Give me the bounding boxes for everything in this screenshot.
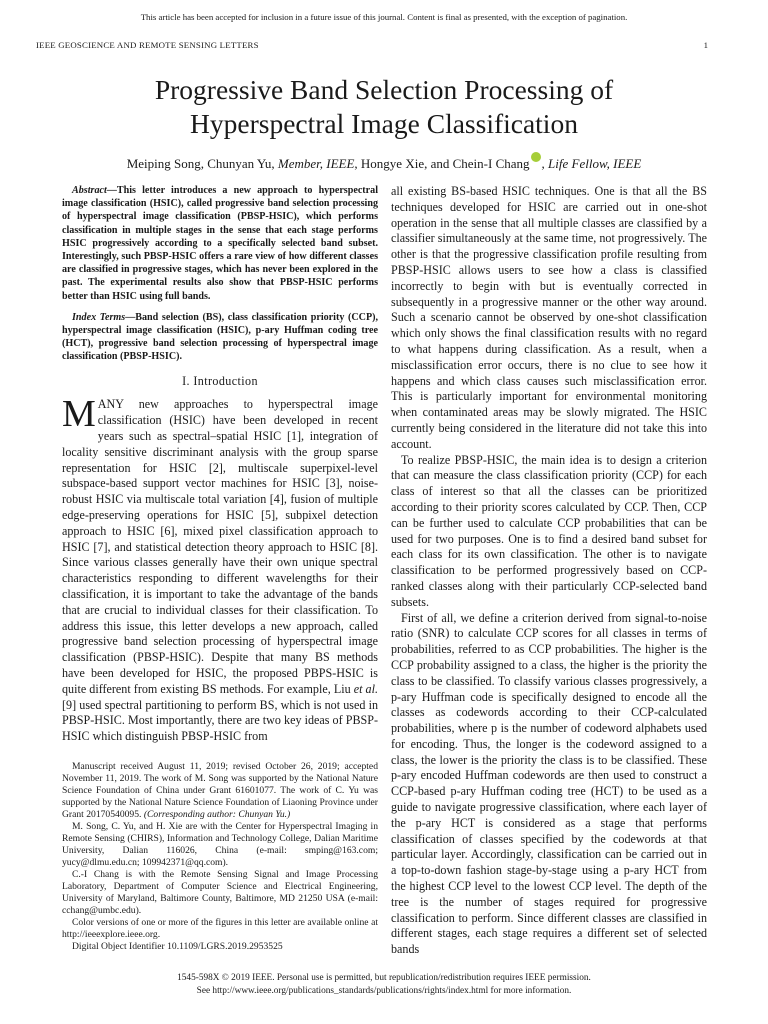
footnote-color-versions: Color versions of one or more of the figures in this letter are available online at http://ieeexplore.ieee.org. [62,916,378,940]
intro-etal: et al. [350,681,378,696]
left-column [62,184,378,953]
author-role-member: Member, IEEE [277,156,355,171]
title-line-2: Hyperspectral Image Classification [190,108,578,139]
right-paragraph-3: First of all, we define a criterion derived from signal-to-noise ratio (SNR) to calculate CCP scores for all classes in terms of probabilities, referred to as CCP probabilities. The higher is the CCP probability assigned to a class, the higher is the priority the class to be classified. To classify various classes progressively, a p-ary Huffman code is specifically designed to encode all the classes as codewords according to their CCP-calculated probabilities, where p is the number of codeword alphabets used for encoding. Thus, the longer is the codeword assigned to a class, the lower is the priority the class is to be classified. These p-ary encoded Huffman codewords are then used to construct a CCP-based p-ary Huffman coding tree (HCT) to be used as a guide to navigate progressive classification, where each layer of the p-ary HCT is considered as a stage that performs classification of classes specified by the codewords at that particular layer. Accordingly, classification can be carried out in a top-to-down fashion stage-by-stage using a p-ary HCT from the highest CCP level to the lowest CCP level. The depth of the tree is the number of stages required for progressive classification to perform. Since different classes are classified in different stages, each stage requires a different set of selected bands [391,610,707,957]
copyright-line-2: See http://www.ieee.org/publications_standards/publications/rights/index.html for more information. [196,986,572,996]
index-terms-label: Index Terms [72,311,126,323]
footnote-affiliation-2: C.-I Chang is with the Remote Sensing Signal and Image Processing Laboratory, Department of Computer Science and Electrical Engineering, University of Maryland, Baltimore County, Baltimore, MD 21250 USA (e-mail: cchang@umbc.edu). [62,868,378,916]
footnote-corresponding: (Corresponding author: Chunyan Yu.) [143,808,291,820]
paper-title [0,73,768,141]
journal-running-head: IEEE GEOSCIENCE AND REMOTE SENSING LETTERS [36,40,259,50]
footnote-manuscript-text: Manuscript received August 11, 2019; revised October 26, 2019; accepted November 11, 2019. The work of M. Song was supported by the National Nature Science Foundation of China under Grant 61601077. The work of C. Yu was supported by the National Nature Science Foundation of Liaoning Province under Grant 20170540095. [62,760,378,820]
abstract [62,184,378,303]
footnote-affiliation-1: M. Song, C. Yu, and H. Xie are with the Center for Hyperspectral Imaging in Remote Sensing (CHIRS), Information and Technology College, Dalian Maritime University, Dalian 116026, China (e-mail: smping@163.com; yucy@dlmu.edu.cn; 109942371@qq.com). [62,820,378,868]
abstract-label: Abstract [72,185,107,196]
right-column [391,184,707,958]
page-number: 1 [703,40,708,50]
footnote-doi: Digital Object Identifier 10.1109/LGRS.2019.2953525 [72,940,283,952]
intro-paragraph [62,393,378,745]
title-line-1: Progressive Band Selection Processing of [154,74,614,105]
footnotes [62,761,378,953]
intro-text-end: [9] used spectral partitioning to perform BS, which is not used in PBSP-HSIC. Most importantly, there are two key ideas of PBSP-HSIC which distinguish PBSP-HSIC from [62,697,378,744]
drop-cap: M [62,393,96,436]
abstract-text: —This letter introduces a new approach to hyperspectral image classification (HSIC), called progressive band selection processing of hyperspectral image classification (PBSP-HSIC), which performs classification in multiple stages in the sense that each stage performs HSIC progressively according to a specifically selected band subset. Interestingly, such PBSP-HSIC offers a rare view of how different classes are classified in progressive stages, which has never been explored in the past. The experimental results also show that PBSP-HSIC performs better than HSIC using full bands. [62,185,378,302]
acceptance-notice: This article has been accepted for inclusion in a future issue of this journal. Content is final as presented, with the exception of pagination. [140,12,628,22]
index-terms [62,311,378,364]
index-terms-text: —Band selection (BS), class classification priority (CCP), hyperspectral image classification (HSIC), p-ary Huffman coding tree (HCT), progressive band selection processing of hyperspectral image classification (PBSP-HSIC). [62,311,378,363]
right-paragraph-2: To realize PBSP-HSIC, the main idea is to design a criterion that can measure the class classification priority (CCP) for each class of interest so that all the classes can be prioritized according to their priority scores calculated by CCP. Then, CCP can be further used to calculate CCP probabilities that can be used for two purposes. One is to find a desired band subset for each class for its own classification. The other is to navigate classification to be performed progressively based on CCP-ranked classes along with their particularly CCP-selected band subsets. [391,452,707,609]
orcid-icon[interactable] [531,152,541,162]
copyright-footer [0,972,768,998]
intro-text: ANY new approaches to hyperspectral image classification (HSIC) have been developed in recent years such as spectral–spatial HSIC [1], integration of locality sensitive discriminant analysis with the group sparse representation for HSIC [2], multiscale superpixel-level subspace-based support vector machines for HSIC [3], noise-robust HSIC via multiscale total variation [4], fusion of multiple edge-preserving operations for HSIC [5], subpixel detection approach to HSIC [6], mixed pixel classification approach to HSIC [7], and statistical detection theory approach to HSIC [8]. Since various classes generally have their own unique spectral characteristics responding to different wavelengths for their classification, it is important to take the advantage of the bands that are crucial to individual classes for their classification. To address this issue, this letter develops a new approach, called progressive band selection processing of hyperspectral image classification (PBSP-HSIC). Despite that many BS methods have been developed for HSIC, the proposed PBPS-HSIC is quite different from existing BS methods. For example, Liu [62,397,378,696]
authors-part-2: , Hongye Xie, and Chein-I Chang [354,156,530,171]
section-heading-introduction: I. Introduction [182,373,258,388]
author-list [0,152,768,172]
copyright-line-1: 1545-598X © 2019 IEEE. Personal use is permitted, but republication/redistribution requires IEEE permission. [177,973,591,983]
author-role-fellow: , Life Fellow, IEEE [541,156,642,171]
right-paragraph-1: all existing BS-based HSIC techniques. One is that all the BS techniques developed for HSIC are carried out in one-shot operation in the sense that all multiple classes are classified by a classifier simultaneously at the same time, not progressively. The other is that the progressive classification profile resulting from PBSP-HSIC allows users to see how a class is classified incorrectly to begin with but is eventually corrected in subsequently in a progressive manner or the other way around. Such a scenario cannot be observed by one-shot classification which only shows the final classification results with no regard to what happens during classification. As a result, when a misclassification error occurs, there is no clue to see how it happens and which class causes such misclassification error. This is particularly important for environmental monitoring when contaminated areas may be slowly migrated. The HSIC currently being considered in the literature did not take this into account. [391,184,707,451]
authors-part-1: Meiping Song, Chunyan Yu, [126,156,278,171]
footnote-manuscript [62,761,378,821]
